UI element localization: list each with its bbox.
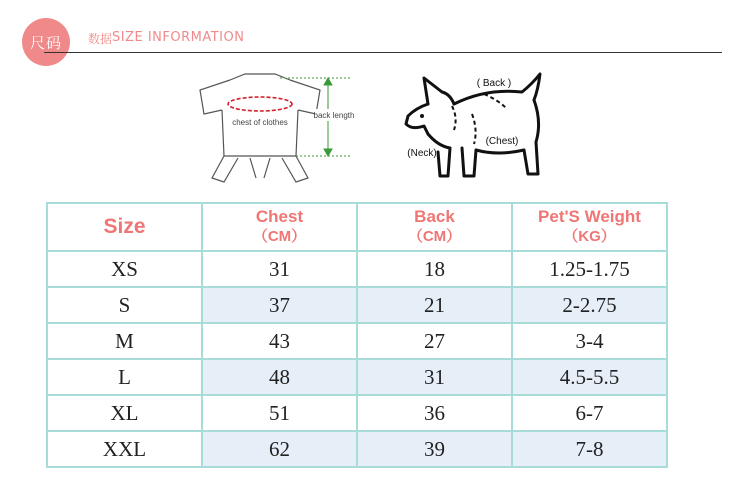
header-chest-label: Chest <box>255 207 304 226</box>
back-cell: 21 <box>357 287 512 323</box>
back-cell: 39 <box>357 431 512 467</box>
table-row <box>47 323 667 359</box>
size-cell: S <box>47 287 202 323</box>
header-weight <box>512 203 667 251</box>
back-cell: 27 <box>357 323 512 359</box>
table-header-row <box>47 203 667 251</box>
header-subtitle: 数据 <box>88 32 113 46</box>
weight-cell: 4.5-5.5 <box>512 359 667 395</box>
header-weight-label: Pet'S Weight <box>538 207 641 226</box>
dog-diagram <box>398 64 568 189</box>
size-cell: XL <box>47 395 202 431</box>
size-badge: 尺码 <box>22 18 70 66</box>
chest-cell: 62 <box>202 431 357 467</box>
chest-of-clothes-label: chest of clothes <box>232 118 288 127</box>
table-row <box>47 251 667 287</box>
header-title: SIZE INFORMATION <box>112 30 245 45</box>
back-length-label: back length <box>313 111 355 120</box>
table-row <box>47 287 667 323</box>
back-cell: 31 <box>357 359 512 395</box>
header-size: Size <box>47 203 202 251</box>
neck-label: (Neck) <box>407 148 437 159</box>
header-weight-unit: （KG） <box>563 228 616 245</box>
weight-cell: 3-4 <box>512 323 667 359</box>
size-cell: XS <box>47 251 202 287</box>
header-chest <box>202 203 357 251</box>
header-back-unit: （CM） <box>407 228 462 245</box>
chest-cell: 48 <box>202 359 357 395</box>
header <box>0 0 750 60</box>
weight-cell: 2-2.75 <box>512 287 667 323</box>
header-chest-unit: （CM） <box>252 228 307 245</box>
chest-cell: 43 <box>202 323 357 359</box>
size-cell: L <box>47 359 202 395</box>
chest-label: (Chest) <box>485 136 519 147</box>
clothes-diagram <box>190 66 370 186</box>
table-row <box>47 359 667 395</box>
weight-cell: 7-8 <box>512 431 667 467</box>
chest-cell: 31 <box>202 251 357 287</box>
table-row <box>47 395 667 431</box>
size-cell: XXL <box>47 431 202 467</box>
size-chart-table <box>46 202 668 468</box>
header-divider <box>44 52 722 53</box>
weight-cell: 1.25-1.75 <box>512 251 667 287</box>
header-back <box>357 203 512 251</box>
chest-cell: 51 <box>202 395 357 431</box>
chest-cell: 37 <box>202 287 357 323</box>
size-cell: M <box>47 323 202 359</box>
table-row <box>47 431 667 467</box>
header-back-label: Back <box>414 207 455 226</box>
weight-cell: 6-7 <box>512 395 667 431</box>
back-label: ( Back ) <box>476 78 512 89</box>
back-cell: 18 <box>357 251 512 287</box>
back-cell: 36 <box>357 395 512 431</box>
